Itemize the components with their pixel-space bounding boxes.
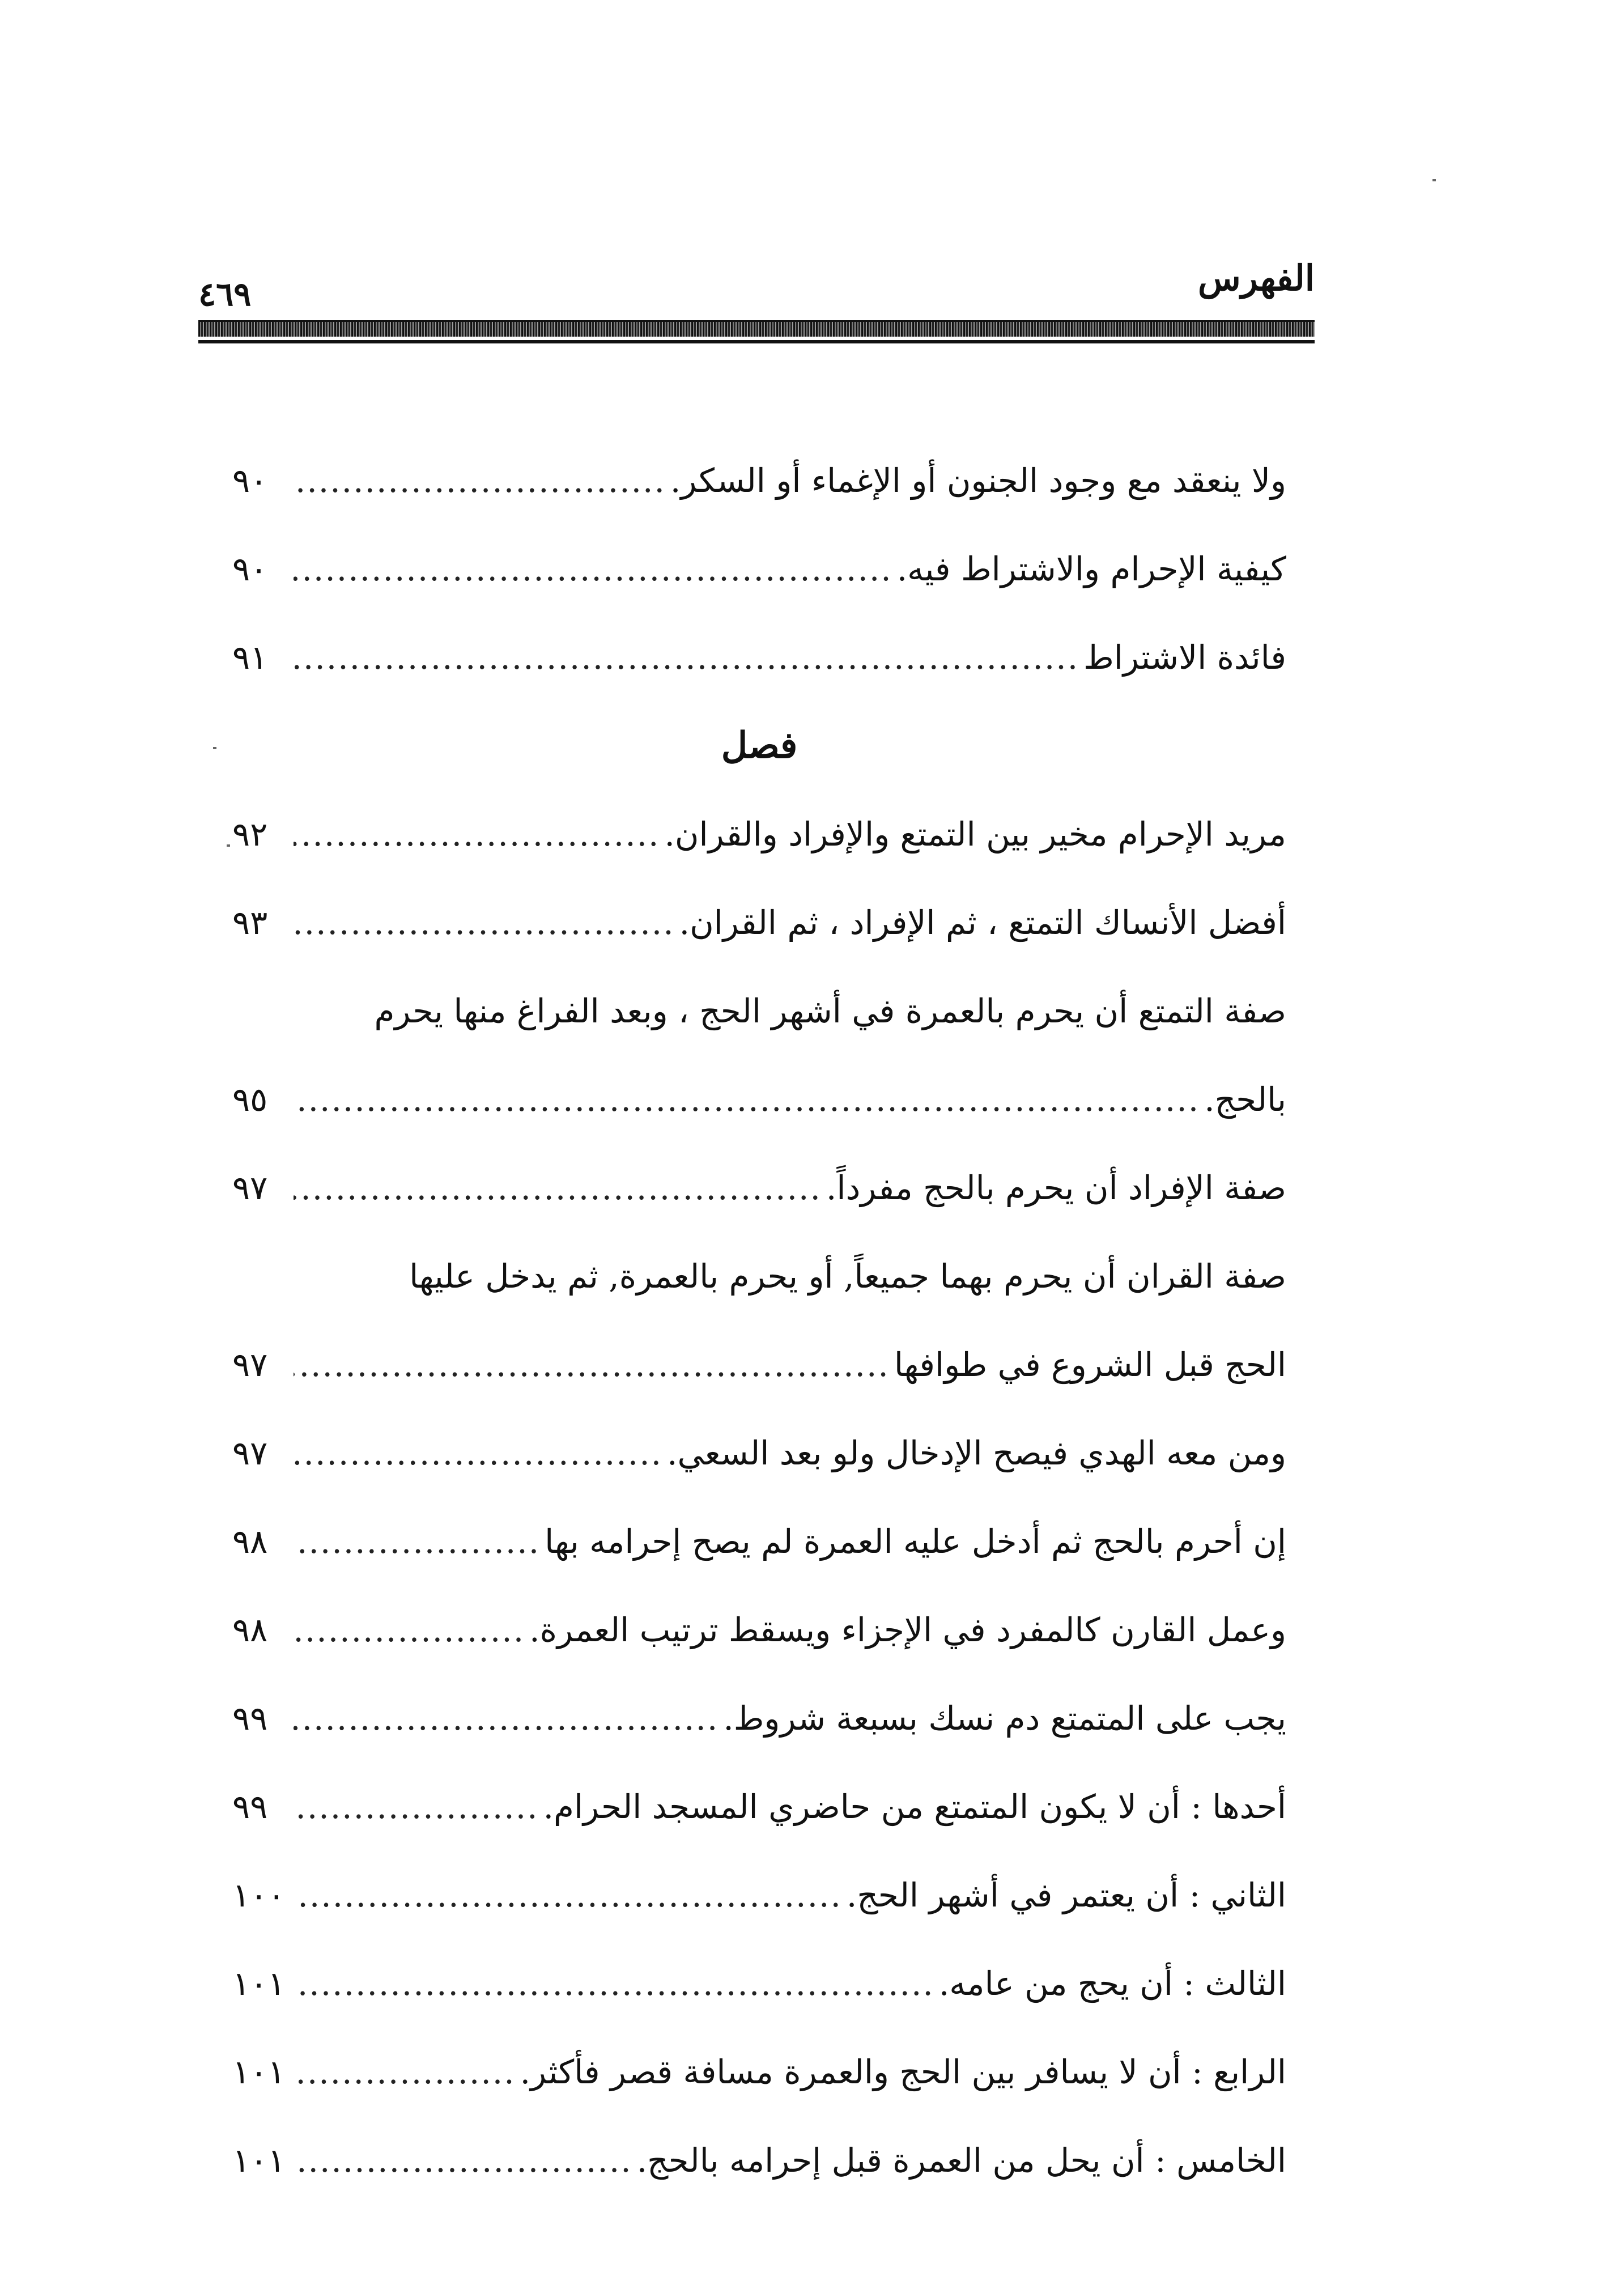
entry-title: أحدها : أن لا يكون المتمتع من حاضري المسجد الحرام. [543,1787,1286,1826]
header-rule-thin [198,340,1315,343]
dot-leader [294,2116,632,2205]
scan-speck [1432,179,1436,181]
index-entry[interactable] [232,1939,1286,2028]
entry-page: ١٠٠ [232,1876,286,1914]
entry-page: ٩٣ [232,903,268,942]
index-entry[interactable] [232,790,1286,878]
dot-leader [294,1497,540,1586]
entry-title: يجب على المتمتع دم نسك بسبعة شروط. [723,1699,1286,1738]
index-entry-first-line[interactable] [232,967,1286,1055]
scan-speck [213,747,216,749]
entry-title: الثاني : أن يعتمر في أشهر الحج. [846,1876,1286,1914]
entry-title: ومن معه الهدي فيصح الإدخال ولو بعد السعي. [667,1434,1286,1472]
dot-leader [294,436,666,525]
entry-page: ٩٠ [232,461,268,500]
entry-title: الثالث : أن يحج من عامه. [938,1964,1286,2003]
entry-title: أفضل الأنساك التمتع ، ثم الإفراد ، ثم القران. [679,903,1286,942]
index-entry[interactable] [232,613,1286,702]
page-number: ٤٦٩ [198,275,252,313]
index-entry-first-line[interactable] [232,1232,1286,1320]
section-heading: فصل [721,724,798,767]
entry-page: ٩٧ [232,1434,268,1472]
running-header [198,249,1315,357]
entry-page: ١٠١ [232,2141,286,2180]
entry-title: الخامس : أن يحل من العمرة قبل إحرامه بالحج. [636,2141,1286,2180]
entry-title-line: صفة التمتع أن يحرم بالعمرة في أشهر الحج ، وبعد الفراغ منها يحرم [374,992,1286,1030]
dot-leader [294,1674,719,1763]
header-rule [198,320,1315,337]
entry-page: ٩٥ [232,1080,268,1119]
entry-page: ٩١ [232,638,268,677]
entry-title-line: صفة القران أن يحرم بهما جميعاً, أو يحرم بالعمرة, ثم يدخل عليها [409,1257,1286,1296]
entry-page: ٩٨ [232,1611,268,1649]
entry-title: إن أحرم بالحج ثم أدخل عليه العمرة لم يصح إحرامه بها [545,1522,1286,1561]
index-entry[interactable] [232,525,1286,613]
dot-leader [294,613,1079,702]
entry-page: ٩٢ [232,815,268,853]
index-entry[interactable] [232,2028,1286,2116]
entry-title: الحج قبل الشروع في طوافها [894,1345,1286,1384]
entry-title: ولا ينعقد مع وجود الجنون أو الإغماء أو السكر. [670,461,1286,500]
index-entry[interactable] [232,2116,1286,2205]
entry-page: ٩٧ [232,1345,268,1384]
entry-title: الرابع : أن لا يسافر بين الحج والعمرة مسافة قصر فأكثر. [520,2053,1286,2091]
dot-leader [294,1144,822,1232]
index-entry[interactable] [232,1409,1286,1497]
entry-page: ١٠١ [232,2053,286,2091]
entry-page: ٩٠ [232,550,268,588]
index-entries [232,436,1286,2205]
index-entry[interactable] [232,1497,1286,1586]
dot-leader [294,1939,934,2028]
dot-leader [294,1586,525,1674]
entry-title: صفة الإفراد أن يحرم بالحج مفرداً. [826,1169,1286,1207]
entry-title: بالحج. [1204,1080,1286,1119]
entry-page: ٩٨ [232,1522,268,1561]
dot-leader [294,1409,662,1497]
index-entry[interactable] [232,1851,1286,1939]
page-title: الفهرس [1198,257,1315,299]
entry-page: ١٠١ [232,1964,286,2003]
index-entry[interactable] [232,1320,1286,1409]
entry-page: ٩٩ [232,1787,268,1826]
index-entry[interactable] [232,436,1286,525]
dot-leader [294,2028,516,2116]
index-entry[interactable] [232,1055,1286,1144]
dot-leader [294,1763,539,1851]
dot-leader [294,790,660,878]
entry-title: كيفية الإحرام والاشتراط فيه. [896,550,1286,588]
index-entry[interactable] [232,1586,1286,1674]
dot-leader [294,1320,890,1409]
dot-leader [294,1851,842,1939]
entry-title: فائدة الاشتراط [1083,638,1286,677]
dot-leader [294,878,675,967]
scan-speck [227,844,230,847]
entry-title: وعمل القارن كالمفرد في الإجزاء ويسقط ترتيب العمرة. [529,1611,1286,1649]
entry-page: ٩٩ [232,1699,268,1738]
index-entry[interactable] [232,878,1286,967]
dot-leader [294,525,892,613]
index-entry[interactable] [232,1144,1286,1232]
index-entry[interactable] [232,1763,1286,1851]
entry-page: ٩٧ [232,1169,268,1207]
index-entry[interactable] [232,1674,1286,1763]
entry-title: مريد الإحرام مخير بين التمتع والإفراد والقران. [664,815,1286,853]
dot-leader [294,1055,1200,1144]
